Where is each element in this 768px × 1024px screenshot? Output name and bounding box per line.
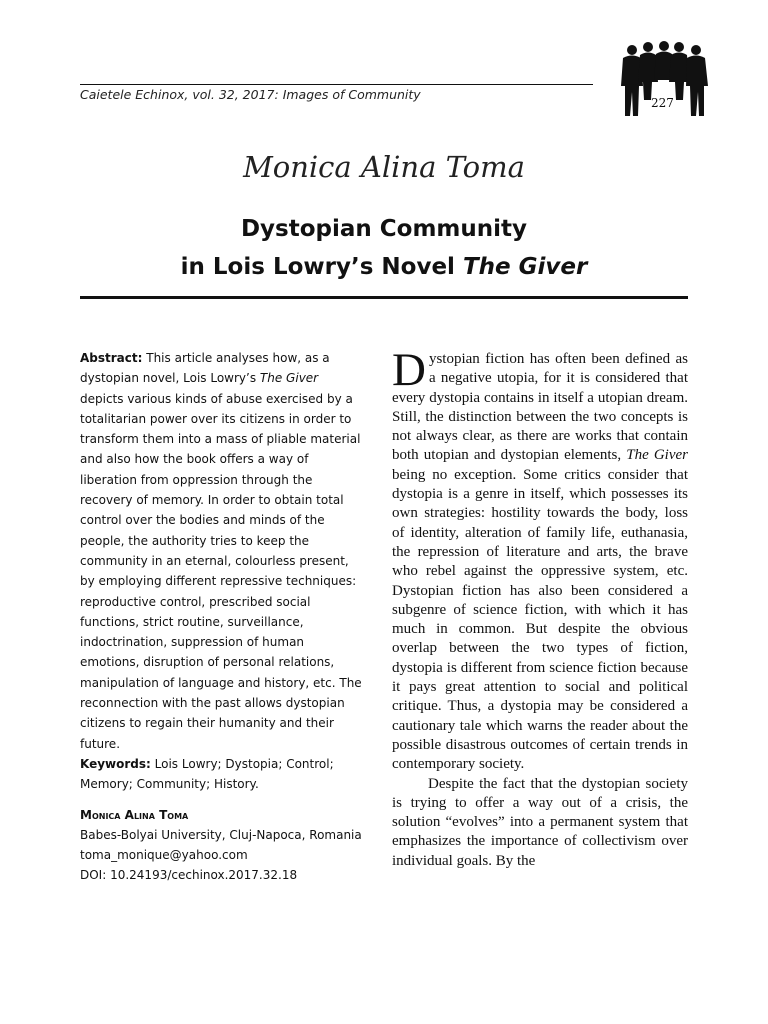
title-line-2 — [80, 248, 688, 286]
abstract-label: Abstract: — [80, 351, 143, 365]
keywords-label: Keywords: — [80, 756, 151, 771]
body-p1-title: The Giver — [626, 447, 689, 464]
keywords — [80, 754, 362, 795]
issue-theme: Images of Community — [282, 87, 421, 102]
keywords-text: Lois Lowry; Dystopia; Control; Memory; Community; History. — [80, 756, 334, 792]
title-rule — [80, 296, 688, 299]
author-info — [80, 805, 362, 886]
page-number: 227 — [651, 96, 674, 110]
abstract-text-before: This article analyses how, as a dystopian novel, Lois Lowry’s — [80, 351, 330, 386]
doi: DOI: 10.24193/cechinox.2017.32.18 — [80, 868, 298, 883]
body-column — [392, 344, 689, 871]
body-p1-after: being no exception. Some critics consider that dystopia is a genre in itself, which possesses its own strategies: hostility towards the body, loss of identity, alteration of family life, euthanasia, the repression of literature and arts, the brave who rebel against the oppressive system, etc. Dystopian fiction has also been considered a subgenre of science fiction, with which it has much in common. But despite the obvious overlap between the two types of fiction, dystopia is different from science fiction because it pays great attention to social and political critique. Thus, a dystopia may be considered a cautionary tale which warns the reader about the possible disastrous outcomes of certain trends in contemporary society. — [392, 466, 688, 773]
body-paragraph-1 — [392, 344, 689, 775]
abstract-column — [80, 348, 362, 886]
body-paragraph-2: Despite the fact that the dystopian society is trying to offer a way out of a crisis, the solution “evolves” into a permanent system that emphasizes the importance of collectivism over individual goals. By the — [392, 775, 688, 869]
title-line-2-prefix: in Lois Lowry’s Novel — [180, 254, 455, 280]
abstract-book-title: The Giver — [259, 371, 319, 386]
running-header — [80, 87, 595, 102]
author-affiliation: Babes-Bolyai University, Cluj-Napoca, Romania — [80, 827, 362, 842]
author-email: toma_monique@yahoo.com — [80, 848, 248, 863]
author-info-name: Monica Alina Toma — [80, 807, 189, 822]
title-line-1: Dystopian Community — [240, 216, 528, 242]
abstract — [80, 348, 362, 754]
article-title — [80, 210, 688, 286]
body-p1-before: ystopian fiction has often been defined as a negative utopia, for it is considered that every dystopia contains in itself a utopian dream. Still, the distinction between the two concepts is not always clear, as there are works that contain both utopian and dystopian elements, — [392, 351, 688, 464]
journal-citation: Caietele Echinox, vol. 32, 2017: — [80, 87, 279, 102]
abstract-text-after: depicts various kinds of abuse exercised by a totalitarian power over its citizens in order to transform them into a mass of pliable material and also how the book offers a way of liberation from oppression through the recovery of memory. In order to obtain total control over the bodies and minds of the people, the authority tries to keep the community in an eternal, colourless present, by employing different repressive techniques: reproductive control, prescribed social functions, strict routine, surveillance, indoctrination, suppression of human emotions, disruption of personal relations, manipulation of language and history, etc. The reconnection with the past allows dystopian citizens to regain their humanity and their future. — [80, 391, 362, 751]
header-rule — [80, 84, 593, 85]
drop-cap: D — [392, 344, 426, 396]
author-heading: Monica Alina Toma — [243, 150, 525, 184]
title-book-name: The Giver — [462, 254, 588, 280]
